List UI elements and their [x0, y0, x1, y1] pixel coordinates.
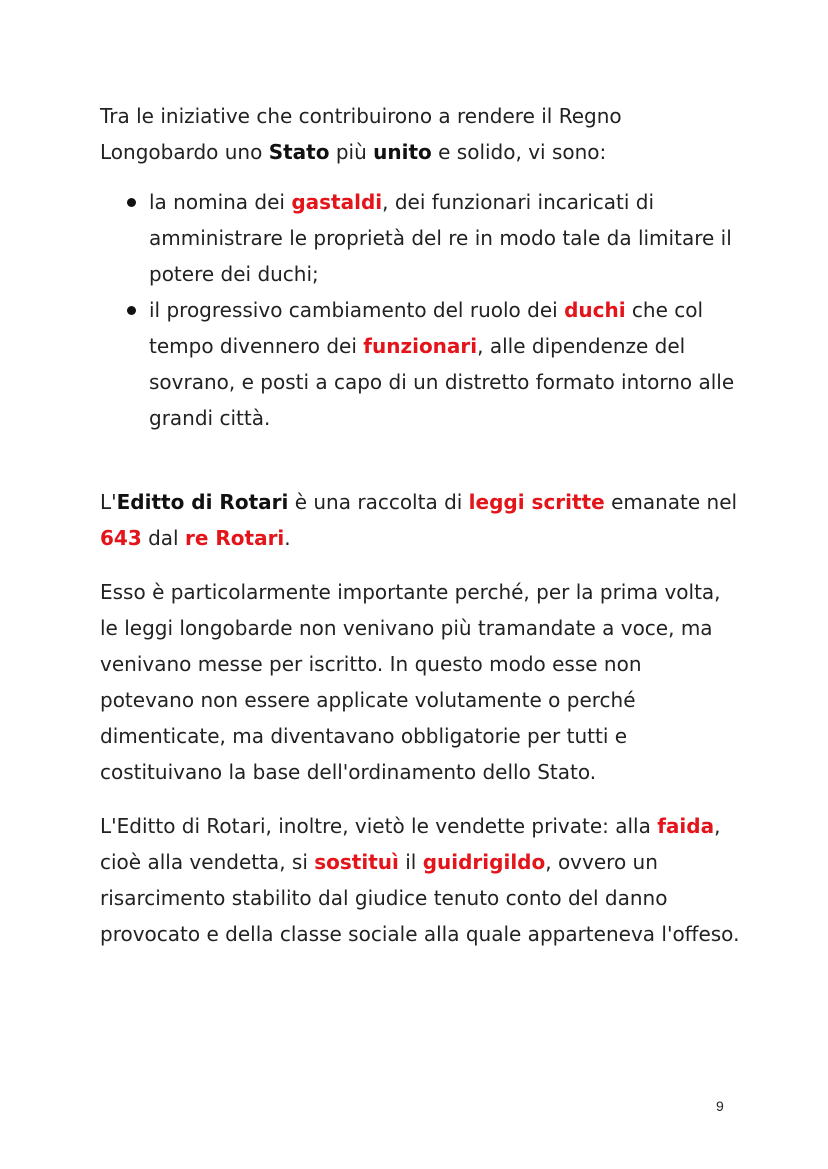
bullet-text-1: il progressivo cambiamento del ruolo dei [149, 298, 565, 322]
intro-paragraph [100, 98, 740, 170]
editto-text-3: emanate nel [604, 490, 738, 514]
term-duchi: duchi [564, 298, 626, 322]
term-funzionari: funzionari [363, 334, 478, 358]
page-number: 9 [716, 1098, 724, 1114]
term-unito: unito [373, 140, 432, 164]
initiatives-list [100, 184, 740, 436]
editto-text-5: . [284, 526, 291, 550]
editto-paragraph [100, 484, 740, 556]
page-body [100, 98, 740, 952]
intro-text-1: Tra le iniziative che contribuirono a rendere il Regno Longobardo uno [100, 104, 622, 164]
editto-text-2: è una raccolta di [288, 490, 469, 514]
term-re-rotari: re Rotari [184, 526, 285, 550]
term-faida: faida [657, 814, 715, 838]
bullet-text-1: la nomina dei [149, 190, 292, 214]
term-sostitui: sostituì [314, 850, 399, 874]
bullet-text-3: , alle dipendenze del sovrano, e posti a capo di un distretto formato intorno alle grandi città. [149, 334, 735, 430]
vendette-text-4: , ovvero un risarcimento stabilito dal giudice tenuto conto del danno provocato e della classe sociale alla quale apparteneva l'offeso. [100, 850, 740, 946]
editto-text-1: L' [100, 490, 117, 514]
term-editto-di-rotari: Editto di Rotari [116, 490, 289, 514]
editto-text-4: dal [141, 526, 185, 550]
term-gastaldi: gastaldi [291, 190, 383, 214]
bullet-text-2: , dei funzionari incaricati di amministrare le proprietà del re in modo tale da limitare il potere dei duchi; [149, 190, 732, 286]
list-item [100, 184, 740, 292]
intro-text-3: e solido, vi sono: [431, 140, 607, 164]
vendette-text-3: il [398, 850, 423, 874]
term-stato: Stato [268, 140, 330, 164]
term-guidrigildo: guidrigildo [422, 850, 546, 874]
bullet-dot-icon [127, 306, 136, 315]
vendette-paragraph [100, 808, 740, 952]
term-year-643: 643 [100, 526, 142, 550]
term-leggi-scritte: leggi scritte [468, 490, 605, 514]
vendette-text-1: L'Editto di Rotari, inoltre, vietò le vendette private: alla [100, 814, 658, 838]
bullet-dot-icon [127, 198, 136, 207]
importance-paragraph: Esso è particolarmente importante perché, per la prima volta, le leggi longobarde non venivano più tramandate a voce, ma venivano messe per iscritto. In questo modo esse non potevano non essere applicate volutamente o perché dimenticate, ma diventavano obbligatorie per tutti e costituivano la base dell'ordinamento dello Stato. [100, 580, 721, 784]
list-item [100, 292, 740, 436]
bullet-text-2: che col tempo divennero dei [149, 298, 704, 358]
intro-text-2: più [329, 140, 374, 164]
vendette-text-2: , cioè alla vendetta, si [100, 814, 721, 874]
